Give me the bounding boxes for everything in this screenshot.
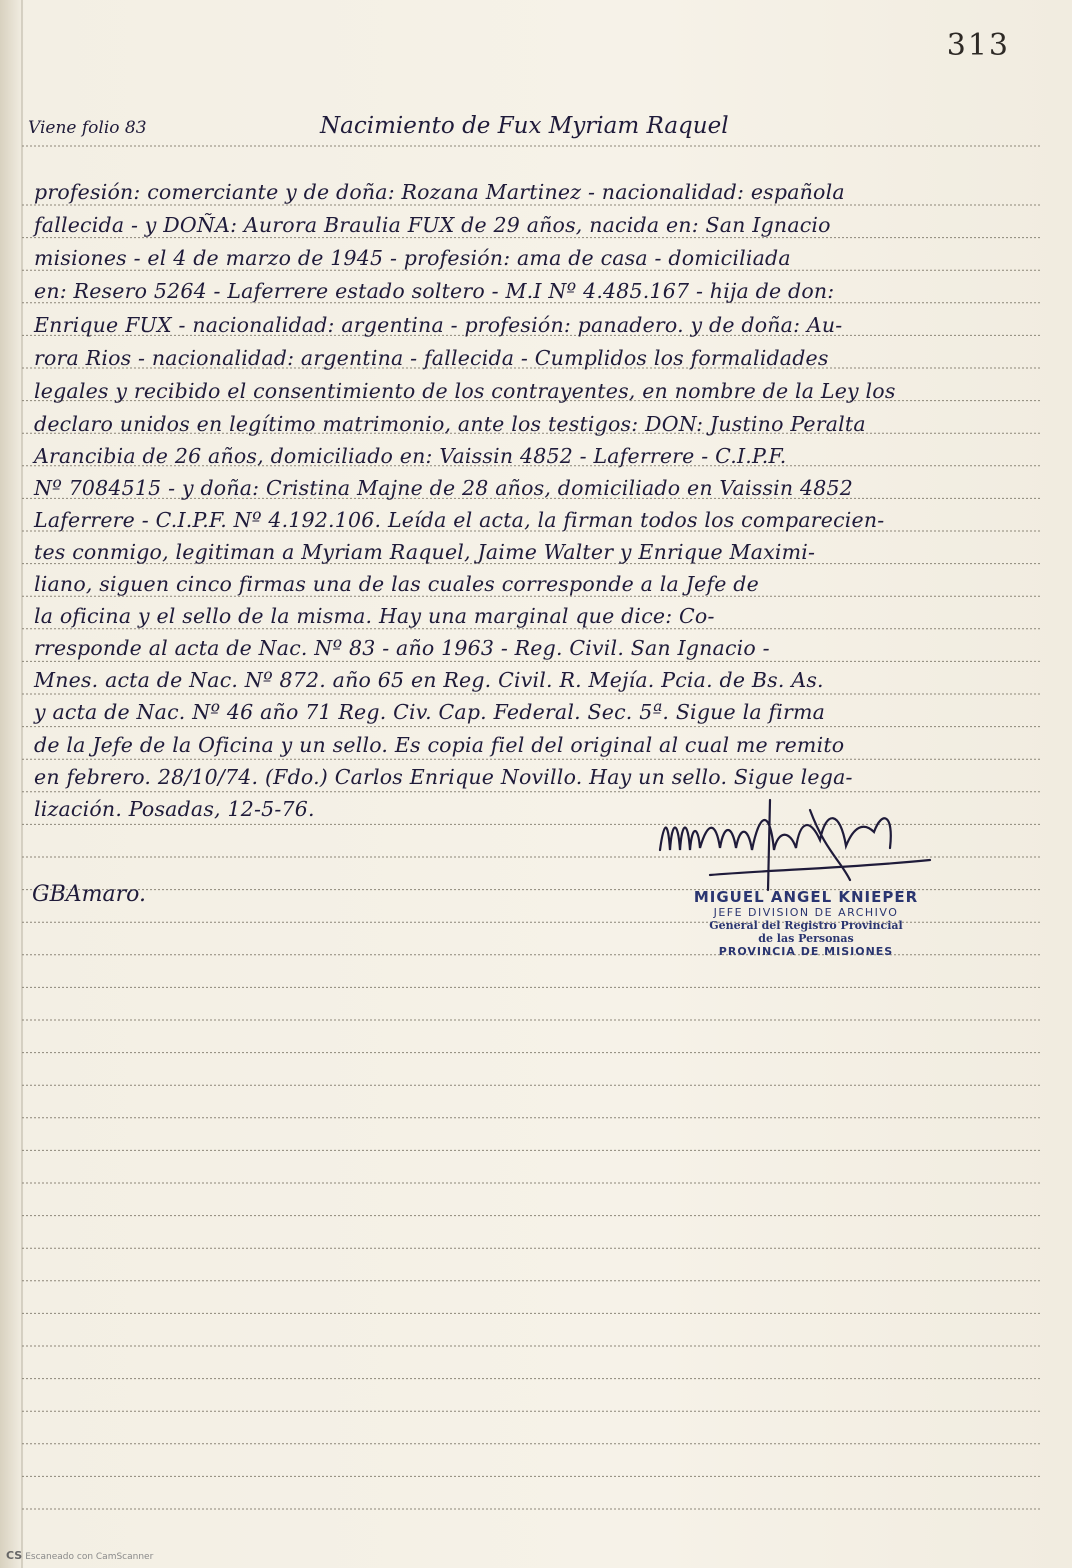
margin-signature: GBAmaro. [32, 882, 146, 907]
stamp-line: de las Personas [758, 932, 854, 945]
body-line: legales y recibido el consentimiento de los contrayentes, en nombre de la Ley los [34, 379, 896, 403]
margin-reference: Viene folio 83 [28, 118, 147, 138]
body-line: de la Jefe de la Oficina y un sello. Es copia fiel del original al cual me remito [34, 733, 845, 757]
body-line: la oficina y el sello de la misma. Hay una marginal que dice: Co- [34, 604, 715, 628]
body-line: fallecida - y DOÑA: Aurora Braulia FUX de 29 años, nacida en: San Ignacio [34, 213, 831, 237]
stamp-name: MIGUEL ANGEL KNIEPER [693, 888, 919, 906]
body-line: misiones - el 4 de marzo de 1945 - profesión: ama de casa - domiciliada [34, 246, 791, 270]
stamp-line: General del Registro Provincial [709, 919, 903, 932]
entry-title: Nacimiento de Fux Myriam Raquel [320, 113, 729, 139]
handwritten-signature [650, 790, 950, 900]
body-line: y acta de Nac. Nº 46 año 71 Reg. Civ. Cap. Federal. Sec. 5ª. Sigue la firma [34, 700, 826, 724]
stamp-line: PROVINCIA DE MISIONES [718, 945, 894, 958]
body-line: rora Rios - nacionalidad: argentina - fallecida - Cumplidos los formalidades [34, 346, 829, 370]
body-line: en: Resero 5264 - Laferrere estado soltero - M.I Nº 4.485.167 - hija de don: [34, 279, 835, 303]
body-line: en febrero. 28/10/74. (Fdo.) Carlos Enrique Novillo. Hay un sello. Sigue lega- [34, 765, 853, 789]
body-line: tes conmigo, legitiman a Myriam Raquel, Jaime Walter y Enrique Maximi- [34, 540, 816, 564]
body-line: Arancibia de 26 años, domiciliado en: Vaissin 4852 - Laferrere - C.I.P.F. [34, 444, 787, 468]
body-line: rresponde al acta de Nac. Nº 83 - año 1963 - Reg. Civil. San Ignacio - [34, 636, 770, 660]
body-line: Enrique FUX - nacionalidad: argentina - profesión: panadero. y de doña: Au- [34, 313, 843, 337]
camscanner-logo-icon: CS [6, 1549, 23, 1562]
body-line: profesión: comerciante y de doña: Rozana Martinez - nacionalidad: española [34, 180, 845, 204]
scanner-watermark-text: Escaneado con CamScanner [25, 1552, 154, 1562]
body-line: lización. Posadas, 12-5-76. [34, 797, 315, 821]
official-stamp [676, 888, 936, 958]
scanner-watermark [6, 1549, 153, 1562]
page-number: 313 [946, 28, 1010, 63]
body-line: liano, siguen cinco firmas una de las cuales corresponde a la Jefe de [34, 572, 759, 596]
body-line: Mnes. acta de Nac. Nº 872. año 65 en Reg. Civil. R. Mejía. Pcia. de Bs. As. [34, 668, 824, 692]
body-line: declaro unidos en legítimo matrimonio, ante los testigos: DON: Justino Peralta [34, 412, 866, 436]
body-line: Laferrere - C.I.P.F. Nº 4.192.106. Leída el acta, la firman todos los comparecien- [34, 508, 885, 532]
body-line: Nº 7084515 - y doña: Cristina Majne de 28 años, domiciliado en Vaissin 4852 [34, 476, 854, 500]
stamp-line: JEFE DIVISION DE ARCHIVO [713, 906, 899, 919]
